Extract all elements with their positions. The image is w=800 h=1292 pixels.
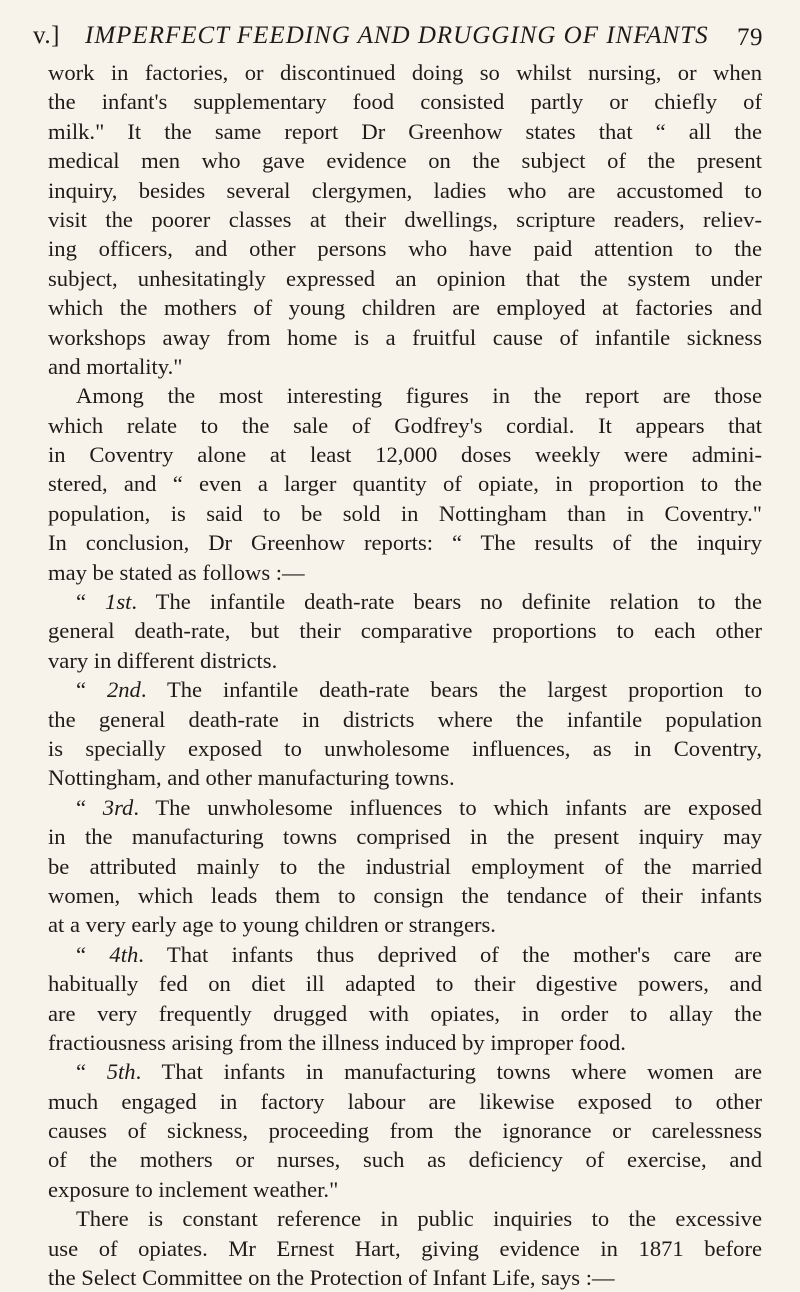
text-line: habitually fed on diet ill adapted to their digestive powers, and <box>48 971 762 997</box>
text-line: women, which leads them to consign the tendance of their infants <box>48 882 762 908</box>
text-line: general death-rate, but their comparative proportions to each other <box>48 618 762 644</box>
text-line: work in factories, or discontinued doing so whilst nursing, or when <box>48 60 762 85</box>
text-line: fractiousness arising from the illness induced by improper food. <box>48 1029 626 1055</box>
text-line: which relate to the sale of Godfrey's cordial. It appears that <box>48 412 762 438</box>
text-line: the general death-rate in districts where the infantile population <box>48 706 762 732</box>
text-line: In conclusion, Dr Greenhow reports: “ The results of the inquiry <box>48 530 762 556</box>
text-line: inquiry, besides several clergymen, ladies who are accustomed to <box>48 177 762 203</box>
text-line: the infant's supplementary food consisted partly or chiefly of <box>48 89 762 115</box>
text-line: use of opiates. Mr Ernest Hart, giving evidence in 1871 before <box>48 1235 762 1261</box>
text-line: “ 2nd. The infantile death-rate bears the largest proportion to <box>76 677 762 703</box>
page-body-text <box>48 58 762 1292</box>
text-line: “ 3rd. The unwholesome influences to which infants are exposed <box>76 794 762 820</box>
text-line: subject, unhesitatingly expressed an opinion that the system under <box>48 265 762 291</box>
text-line: Nottingham, and other manufacturing towns. <box>48 765 455 791</box>
text-line: medical men who gave evidence on the subject of the present <box>48 148 762 174</box>
text-line: ing officers, and other persons who have paid attention to the <box>48 236 762 262</box>
text-line: Among the most interesting figures in the report are those <box>76 383 762 409</box>
running-title: IMPERFECT FEEDING AND DRUGGING OF INFANTS <box>85 22 709 49</box>
text-line: stered, and “ even a larger quantity of opiate, in proportion to the <box>48 471 762 497</box>
text-line: in Coventry alone at least 12,000 doses weekly were admini- <box>48 442 762 468</box>
text-line: “ 1st. The infantile death-rate bears no definite relation to the <box>76 589 762 615</box>
text-line: at a very early age to young children or strangers. <box>48 912 496 938</box>
text-line: milk." It the same report Dr Greenhow states that “ all the <box>48 118 762 144</box>
text-line: is specially exposed to unwholesome influences, as in Coventry, <box>48 735 762 761</box>
text-line: the Select Committee on the Protection of Infant Life, says :— <box>48 1265 615 1291</box>
text-line: may be stated as follows :— <box>48 559 305 585</box>
text-line: “ 4th. That infants thus deprived of the mother's care are <box>76 941 762 967</box>
text-line: visit the poorer classes at their dwellings, scripture readers, reliev- <box>48 206 762 232</box>
text-line: are very frequently drugged with opiates, in order to allay the <box>48 1000 762 1026</box>
text-line: exposure to inclement weather." <box>48 1176 339 1202</box>
text-line: causes of sickness, proceeding from the ignorance or carelessness <box>48 1118 762 1144</box>
text-line: There is constant reference in public inquiries to the excessive <box>76 1206 762 1232</box>
running-header <box>33 20 763 60</box>
text-line: workshops away from home is a fruitful cause of infantile sickness <box>48 324 762 350</box>
text-line: much engaged in factory labour are likewise exposed to other <box>48 1088 762 1114</box>
page-number: 79 <box>737 24 763 51</box>
text-line: be attributed mainly to the industrial employment of the married <box>48 853 762 879</box>
text-line: vary in different districts. <box>48 647 278 673</box>
text-line: which the mothers of young children are employed at factories and <box>48 295 762 321</box>
text-line: in the manufacturing towns comprised in the present inquiry may <box>48 824 762 850</box>
text-line: population, is said to be sold in Nottingham than in Coventry." <box>48 500 762 526</box>
chapter-number: v.] <box>33 22 60 49</box>
text-line: of the mothers or nurses, such as deficiency of exercise, and <box>48 1147 762 1173</box>
text-line: “ 5th. That infants in manufacturing towns where women are <box>76 1059 762 1085</box>
text-line: and mortality." <box>48 353 183 379</box>
